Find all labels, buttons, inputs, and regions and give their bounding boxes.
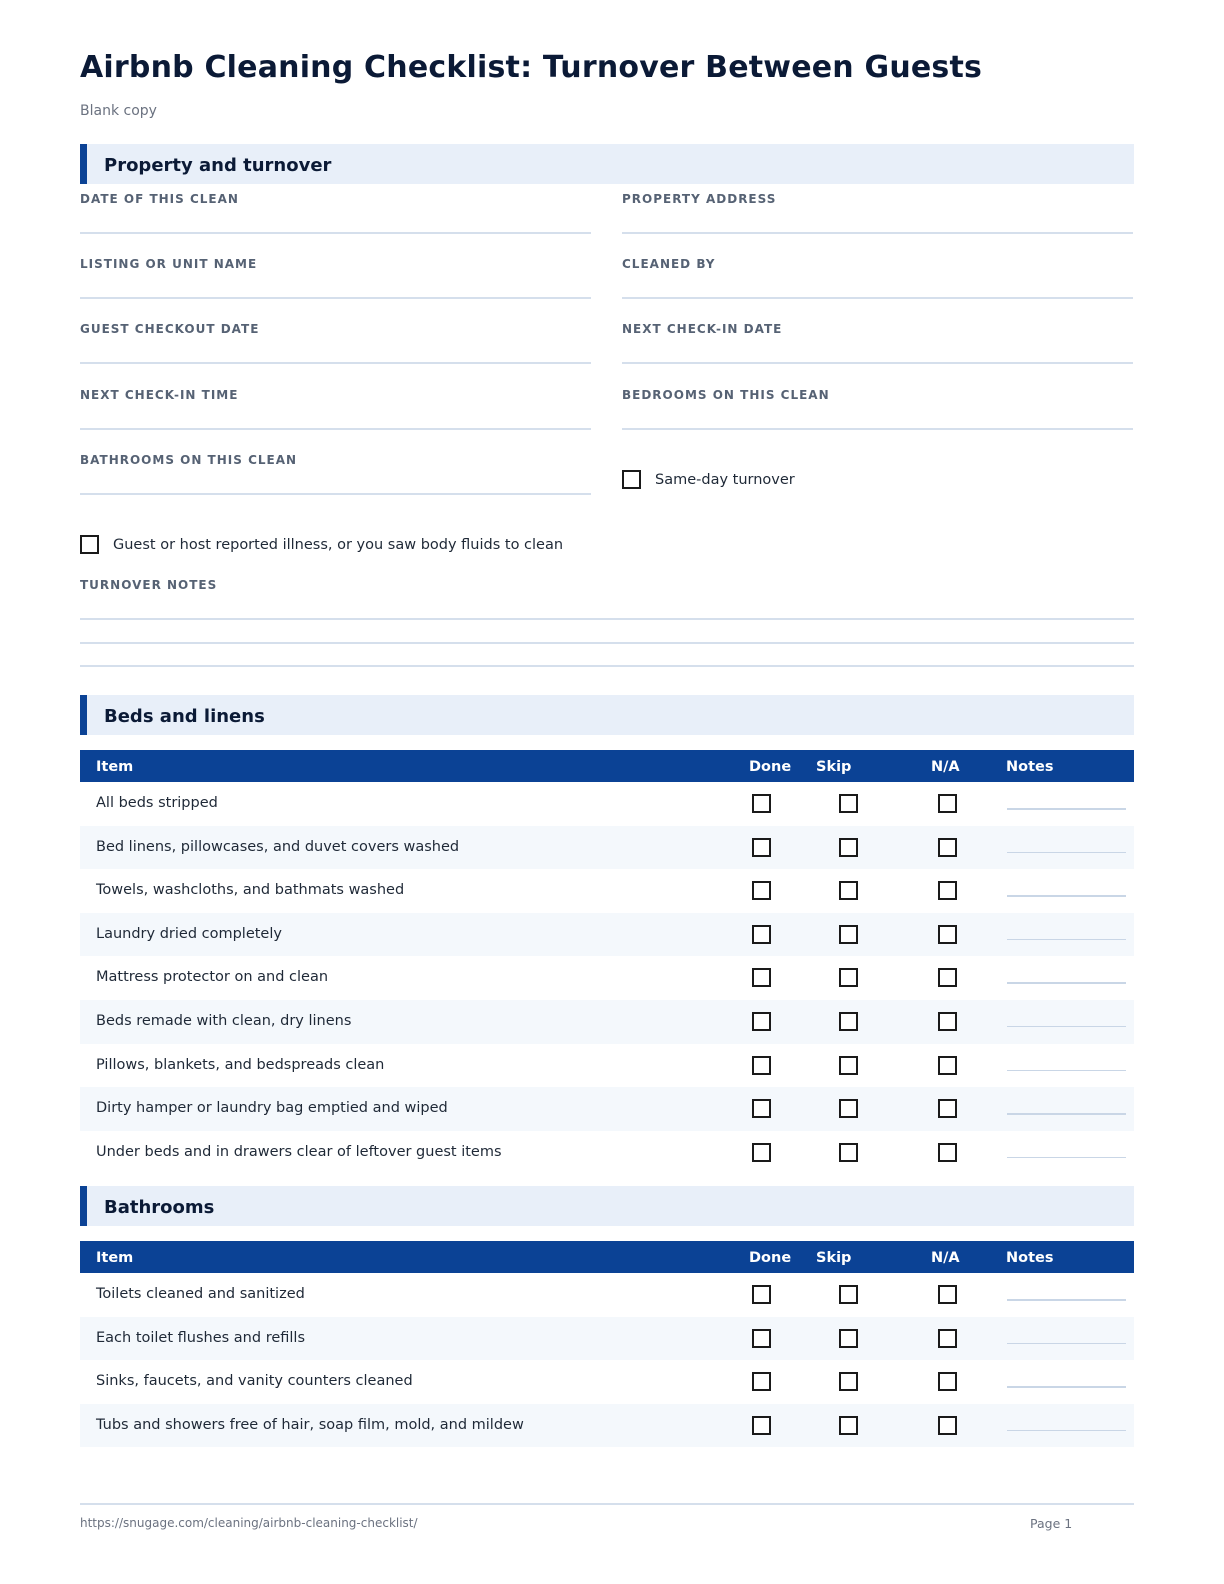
notes-line[interactable]	[1007, 982, 1126, 984]
na-checkbox[interactable]	[938, 881, 957, 900]
row-item-label: Sinks, faucets, and vanity counters cleaned	[96, 1373, 413, 1390]
notes-line[interactable]	[1007, 939, 1126, 941]
footer-url[interactable]: https://snugage.com/cleaning/airbnb-cleaning-checklist/	[80, 1516, 418, 1530]
field-label: LISTING OR UNIT NAME	[80, 257, 258, 271]
row-item-label: All beds stripped	[96, 795, 218, 811]
done-checkbox[interactable]	[752, 838, 771, 857]
table-row	[80, 1131, 1134, 1175]
table-row	[80, 1404, 1134, 1448]
notes-line[interactable]	[1007, 1157, 1126, 1159]
field-label: PROPERTY ADDRESS	[622, 192, 777, 206]
column-header-skip: Skip	[816, 1250, 852, 1266]
column-header-notes: Notes	[1006, 759, 1054, 775]
notes-line[interactable]	[1007, 852, 1126, 854]
field-checkin-time	[80, 388, 591, 402]
section-title: Beds and linens	[104, 706, 265, 727]
table-row	[80, 1317, 1134, 1361]
field-checkin-date	[622, 322, 1133, 336]
row-item-label: Beds remade with clean, dry linens	[96, 1012, 352, 1029]
skip-checkbox[interactable]	[839, 1143, 858, 1162]
column-header-item: Item	[96, 759, 134, 775]
cleaned-by-input-line[interactable]	[622, 297, 1133, 299]
skip-checkbox[interactable]	[839, 881, 858, 900]
bedrooms-input-line[interactable]	[622, 428, 1133, 430]
skip-checkbox[interactable]	[839, 1329, 858, 1348]
field-address	[622, 192, 1133, 206]
beds-table	[80, 750, 1134, 1174]
notes-line[interactable]	[80, 642, 1134, 644]
skip-checkbox[interactable]	[839, 1285, 858, 1304]
notes-line[interactable]	[80, 665, 1134, 667]
field-label: NEXT CHECK-IN DATE	[622, 322, 783, 336]
bathrooms-table-body	[80, 1273, 1134, 1447]
checkbox-label: Same-day turnover	[655, 471, 795, 488]
done-checkbox[interactable]	[752, 1329, 771, 1348]
document-subtitle: Blank copy	[80, 103, 157, 119]
skip-checkbox[interactable]	[839, 1372, 858, 1391]
row-item-label: Mattress protector on and clean	[96, 969, 329, 986]
done-checkbox[interactable]	[752, 1143, 771, 1162]
table-row	[80, 782, 1134, 826]
section-title: Bathrooms	[104, 1197, 215, 1218]
notes-line[interactable]	[1007, 1299, 1126, 1301]
skip-checkbox[interactable]	[839, 1012, 858, 1031]
notes-line[interactable]	[1007, 1386, 1126, 1388]
skip-checkbox[interactable]	[839, 1056, 858, 1075]
notes-line[interactable]	[1007, 1070, 1126, 1072]
beds-table-body	[80, 782, 1134, 1174]
na-checkbox[interactable]	[938, 1329, 957, 1348]
row-item-label: Dirty hamper or laundry bag emptied and wiped	[96, 1100, 448, 1117]
table-row	[80, 1044, 1134, 1088]
na-checkbox[interactable]	[938, 794, 957, 813]
na-checkbox[interactable]	[938, 1143, 957, 1162]
field-bedrooms	[622, 388, 1133, 402]
checkin-time-input-line[interactable]	[80, 428, 591, 430]
column-header-item: Item	[96, 1250, 134, 1266]
checkout-input-line[interactable]	[80, 362, 591, 364]
table-header	[80, 750, 1134, 782]
table-header	[80, 1241, 1134, 1273]
na-checkbox[interactable]	[938, 925, 957, 944]
field-listing	[80, 257, 591, 271]
notes-line[interactable]	[1007, 895, 1126, 897]
na-checkbox[interactable]	[938, 1099, 957, 1118]
bathrooms-table	[80, 1241, 1134, 1447]
field-bathrooms	[80, 453, 591, 467]
field-label: GUEST CHECKOUT DATE	[80, 322, 260, 336]
na-checkbox[interactable]	[938, 838, 957, 857]
checkbox-box[interactable]	[80, 535, 99, 554]
table-row	[80, 869, 1134, 913]
na-checkbox[interactable]	[938, 968, 957, 987]
skip-checkbox[interactable]	[839, 1099, 858, 1118]
illness-reported-checkbox[interactable]	[80, 535, 563, 554]
checkin-date-input-line[interactable]	[622, 362, 1133, 364]
footer-divider	[80, 1503, 1134, 1505]
skip-checkbox[interactable]	[839, 838, 858, 857]
done-checkbox[interactable]	[752, 1099, 771, 1118]
document-title: Airbnb Cleaning Checklist: Turnover Between Guests	[80, 50, 983, 85]
done-checkbox[interactable]	[752, 881, 771, 900]
column-header-notes: Notes	[1006, 1250, 1054, 1266]
row-item-label: Laundry dried completely	[96, 925, 282, 942]
turnover-notes-label: TURNOVER NOTES	[80, 578, 218, 592]
na-checkbox[interactable]	[938, 1285, 957, 1304]
same-day-turnover-checkbox[interactable]	[622, 470, 795, 489]
column-header-skip: Skip	[816, 759, 852, 775]
table-row	[80, 1273, 1134, 1317]
na-checkbox[interactable]	[938, 1416, 957, 1435]
row-item-label: Bed linens, pillowcases, and duvet covers washed	[96, 838, 460, 855]
checkbox-label: Guest or host reported illness, or you saw body fluids to clean	[113, 536, 564, 553]
na-checkbox[interactable]	[938, 1012, 957, 1031]
field-label: DATE OF THIS CLEAN	[80, 192, 239, 206]
field-label: NEXT CHECK-IN TIME	[80, 388, 239, 402]
checklist-page	[80, 0, 1134, 1584]
row-item-label: Towels, washcloths, and bathmats washed	[96, 882, 405, 899]
skip-checkbox[interactable]	[839, 794, 858, 813]
done-checkbox[interactable]	[752, 794, 771, 813]
bathrooms-input-line[interactable]	[80, 493, 591, 495]
notes-line[interactable]	[1007, 1113, 1126, 1115]
section-header-bathrooms	[80, 1186, 1134, 1226]
row-item-label: Toilets cleaned and sanitized	[96, 1286, 305, 1302]
notes-line[interactable]	[80, 618, 1134, 620]
row-item-label: Pillows, blankets, and bedspreads clean	[96, 1056, 385, 1073]
table-row	[80, 913, 1134, 957]
column-header-done: Done	[749, 759, 792, 775]
section-header-beds	[80, 695, 1134, 735]
done-checkbox[interactable]	[752, 968, 771, 987]
listing-input-line[interactable]	[80, 297, 591, 299]
done-checkbox[interactable]	[752, 1056, 771, 1075]
field-checkout-date	[80, 322, 591, 336]
table-row	[80, 826, 1134, 870]
done-checkbox[interactable]	[752, 925, 771, 944]
skip-checkbox[interactable]	[839, 1416, 858, 1435]
field-label: CLEANED BY	[622, 257, 716, 271]
notes-line[interactable]	[1007, 1026, 1126, 1028]
done-checkbox[interactable]	[752, 1416, 771, 1435]
column-header-na: N/A	[931, 759, 960, 775]
na-checkbox[interactable]	[938, 1056, 957, 1075]
na-checkbox[interactable]	[938, 1372, 957, 1391]
notes-line[interactable]	[1007, 1430, 1126, 1432]
skip-checkbox[interactable]	[839, 968, 858, 987]
section-title: Property and turnover	[104, 155, 332, 176]
field-cleaned-by	[622, 257, 1133, 271]
table-row	[80, 1360, 1134, 1404]
done-checkbox[interactable]	[752, 1285, 771, 1304]
column-header-done: Done	[749, 1250, 792, 1266]
field-label: BATHROOMS ON THIS CLEAN	[80, 453, 298, 467]
field-label: BEDROOMS ON THIS CLEAN	[622, 388, 830, 402]
done-checkbox[interactable]	[752, 1012, 771, 1031]
table-row	[80, 956, 1134, 1000]
section-header-property	[80, 144, 1134, 184]
table-row	[80, 1087, 1134, 1131]
date-input-line[interactable]	[80, 232, 591, 234]
table-row	[80, 1000, 1134, 1044]
row-item-label: Under beds and in drawers clear of leftover guest items	[96, 1143, 502, 1160]
checkbox-box[interactable]	[622, 470, 641, 489]
page-number: Page 1	[1030, 1516, 1073, 1531]
skip-checkbox[interactable]	[839, 925, 858, 944]
row-item-label: Each toilet flushes and refills	[96, 1329, 305, 1346]
done-checkbox[interactable]	[752, 1372, 771, 1391]
address-input-line[interactable]	[622, 232, 1133, 234]
notes-line[interactable]	[1007, 808, 1126, 810]
field-date	[80, 192, 591, 206]
notes-line[interactable]	[1007, 1343, 1126, 1345]
row-item-label: Tubs and showers free of hair, soap film, mold, and mildew	[96, 1416, 524, 1433]
column-header-na: N/A	[931, 1250, 960, 1266]
